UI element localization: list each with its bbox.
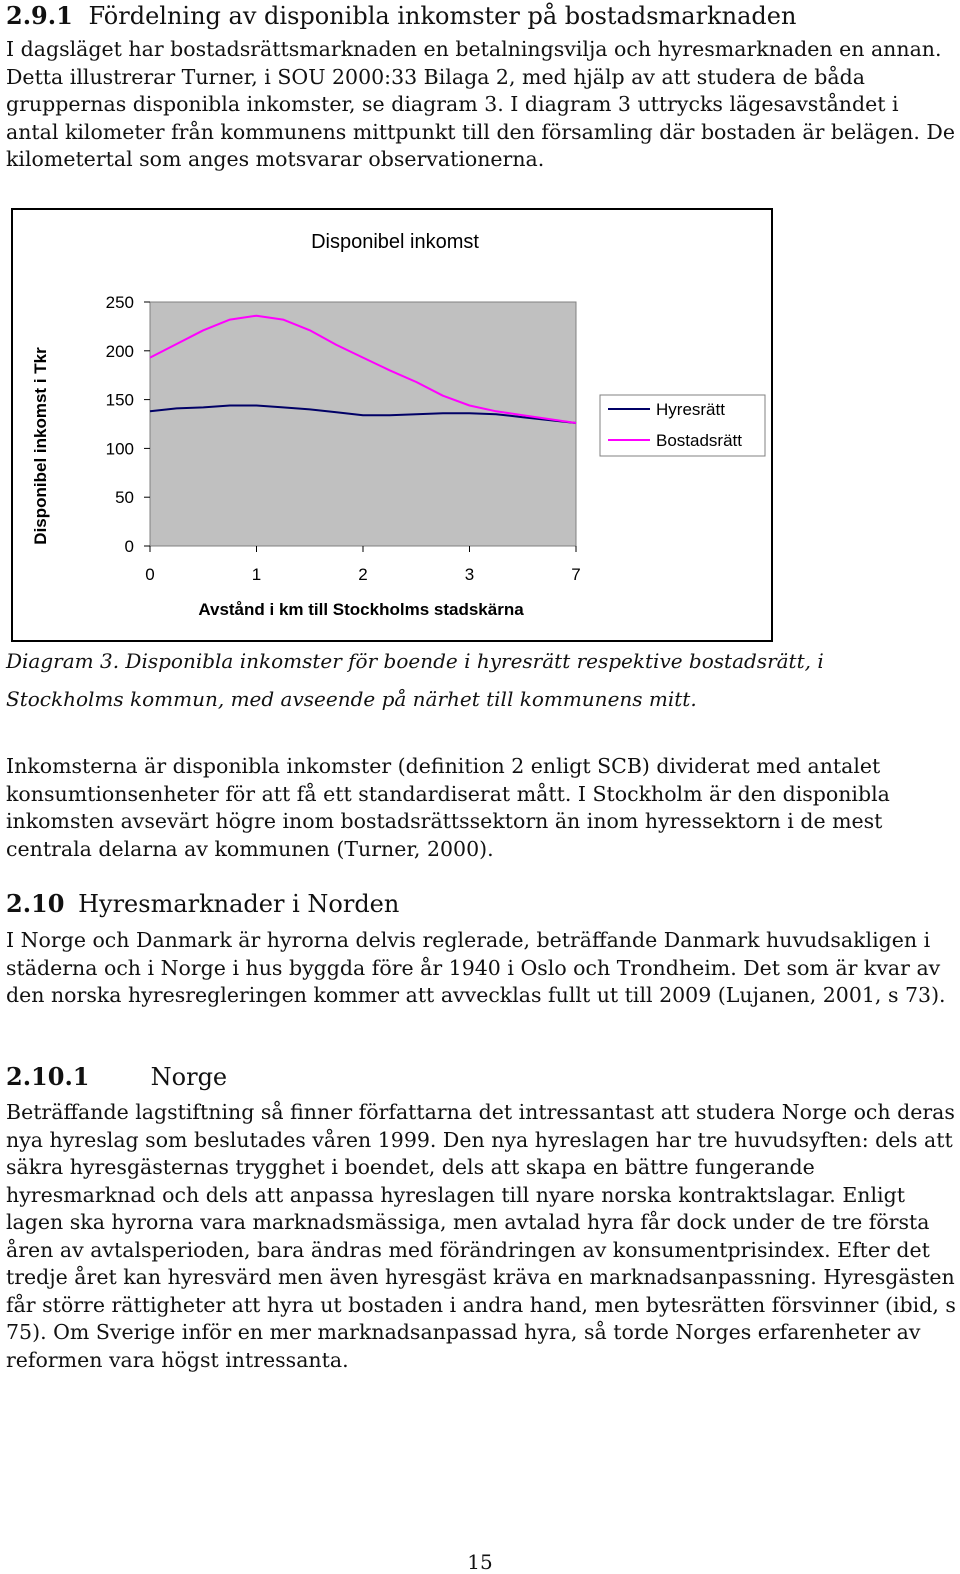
page-number: 15: [467, 1550, 493, 1574]
section-title: Fördelning av disponibla inkomster på bostadsmarknaden: [88, 2, 797, 30]
y-tick-label: 250: [105, 293, 134, 312]
x-tick-label: 7: [571, 565, 581, 584]
y-tick-label: 0: [124, 537, 134, 556]
legend-label-hyresratt: Hyresrätt: [656, 400, 725, 419]
legend-label-bostadsratt: Bostadsrätt: [656, 431, 742, 450]
x-tick-label: 1: [251, 565, 262, 584]
y-tick-label: 100: [105, 439, 134, 459]
chart-title: Disponibel inkomst: [311, 231, 479, 253]
y-tick-label: 50: [115, 488, 134, 508]
x-tick-label: 0: [145, 565, 155, 584]
y-tick-label: 150: [105, 390, 134, 410]
y-tick-label: 200: [105, 341, 134, 361]
section-number: 2.9.1: [6, 1, 73, 30]
section-number: 2.10.1: [6, 1062, 90, 1091]
paragraph-intro: I dagsläget har bostadsrättsmarknaden en betalningsvilja och hyresmarknaden en annan. Detta illustrerar Turner, i SOU 2000:33 Bilaga 2, med hjälp av att studera de båda gruppernas disponibla inkomster, se diagram 3. I diagram 3 uttrycks lägesavståndet i antal kilometer från kommunens mittpunkt till den församling där bostaden är belägen. De kilometertal som anges motsvarar observationerna.: [6, 37, 955, 171]
chart-y-axis-label: Disponibel inkomst i Tkr: [31, 347, 50, 545]
chart-svg: [13, 210, 771, 640]
section-heading-2-10: [6, 890, 399, 918]
section-heading-2-9-1: [6, 2, 796, 30]
plot-area: [150, 302, 576, 546]
section-number: 2.10: [6, 889, 65, 918]
section-title: Hyresmarknader i Norden: [78, 890, 400, 918]
section-heading-2-10-1: [6, 1063, 227, 1091]
chart-x-axis-label: Avstånd i km till Stockholms stadskärna: [198, 600, 524, 619]
figure-caption: Diagram 3. Disponibla inkomster för boende i hyresrätt respektive bostadsrätt, i Stockholms kommun, med avseende på närhet till kommunens mitt.: [6, 649, 824, 711]
x-tick-label: 2: [358, 565, 368, 584]
income-chart: [11, 208, 773, 642]
paragraph-incomes: Inkomsterna är disponibla inkomster (definition 2 enligt SCB) dividerat med antalet konsumtionsenheter för att få ett standardiserat mått. I Stockholm är den disponibla inkomsten avsevärt högre inom bostadsrättssektorn än inom hyressektorn i de mest centrala delarna av kommunen (Turner, 2000).: [6, 754, 890, 861]
paragraph-nordic: I Norge och Danmark är hyrorna delvis reglerade, beträffande Danmark huvudsakligen i städerna och i Norge i hus byggda före år 1940 i Oslo och Trondheim. Det som är kvar av den norska hyresregleringen kommer att avvecklas fullt ut till 2009 (Lujanen, 2001, s 73).: [6, 928, 946, 1007]
x-tick-label: 3: [464, 565, 475, 584]
paragraph-norway: Beträffande lagstiftning så finner författarna det intressantast att studera Norge och deras nya hyreslag som beslutades våren 1999. Den nya hyreslagen har tre huvudsyften: dels att säkra hyresgästernas trygghet i boendet, dels att skapa en bättre fungerande hyresmarknad och dels att anpassa hyreslagen till nyare norska kontraktslagar. Enligt lagen ska hyrorna vara marknadsmässiga, men avtalad hyra får dock under de tre första åren av avtalsperioden, bara ändras med förändringen av konsumentprisindex. Efter det tredje året kan hyresvärd men även hyresgäst kräva en marknadsanpassning. Hyresgästen får större rättigheter att hyra ut bostaden i andra hand, men bytesrätten försvinner (ibid, s 75). Om Sverige inför en mer marknadsanpassad hyra, så torde Norges erfarenheter av reformen vara högst intressanta.: [6, 1100, 956, 1372]
section-title: Norge: [150, 1063, 228, 1091]
